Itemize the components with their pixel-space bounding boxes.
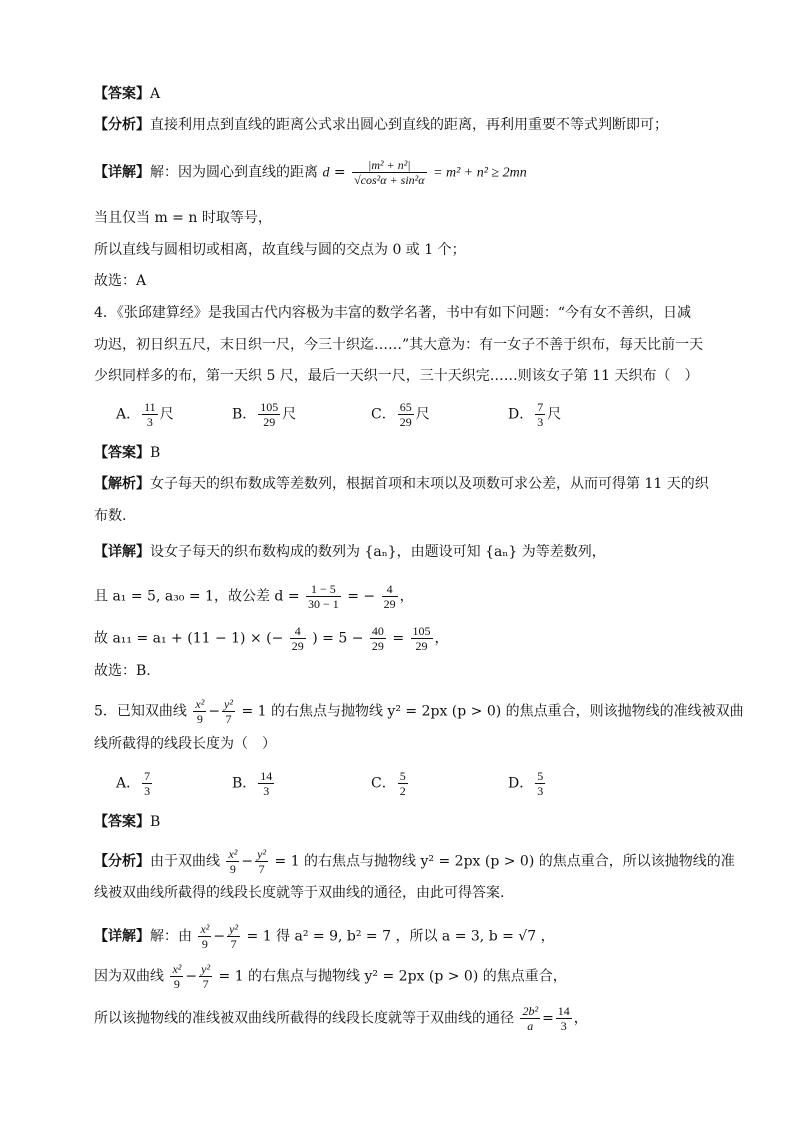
option-fraction [258,400,280,429]
punctuation: ， [434,630,449,647]
denominator: 3 [263,784,270,798]
numerator: y² [201,962,211,976]
numerator: x² [195,697,205,711]
denominator: 29 [263,415,276,429]
q4-option-b [232,400,296,429]
numerator: 5 [399,769,406,783]
q5-option-a [116,769,154,798]
denominator: 29 [415,639,428,653]
answer-tag: 【答案】 [94,445,150,461]
numerator: x² [172,962,182,976]
denominator: 3 [537,415,544,429]
fraction-105-29 [411,624,433,653]
numerator: y² [257,847,267,861]
unit: 尺 [547,406,562,423]
stem-lead: 5．已知双曲线 [94,703,187,720]
option-label: A． [116,406,141,423]
q4-analysis-line-1 [94,474,709,494]
q5-detail-line-1 [94,922,555,951]
q5-analysis-line-2: 线被双曲线所截得的线段长度就等于双曲线的通径，由此可得答案. [94,885,505,901]
numerator: 4 [382,582,398,597]
answer-tag: 【答案】 [94,814,150,830]
denominator: 29 [291,639,304,653]
option-fraction [398,400,414,429]
option-label: D． [508,406,534,423]
hyperbola-x-term [198,922,211,951]
option-label: C． [371,406,396,423]
numerator: 14 [557,1004,570,1018]
denominator: 29 [383,597,396,611]
option-label: A． [116,775,141,792]
q4-analysis-line-2: 布数. [94,508,127,524]
numerator: 2b² [522,1004,539,1018]
answer-line-1 [94,84,160,104]
q5-analysis-line-1 [94,847,735,876]
equals: = [542,1010,554,1027]
q4-option-c [371,400,430,429]
denominator: 29 [371,639,384,653]
denominator: 7 [225,712,232,726]
choice-line-1: 故选：A [94,273,147,289]
q4-option-a [116,400,174,429]
denominator: 9 [173,977,180,991]
fraction-numerator: |m² + n²| [352,158,426,173]
q4-detail-line-2 [94,582,414,611]
q5-stem-line-2: 线所截得的线段长度为（ ） [94,736,276,752]
minus-sign: − [208,703,221,720]
numerator: 5 [537,769,544,783]
analysis-tag: 【解析】 [94,476,150,492]
q5-detail-line-3 [94,1004,588,1033]
denominator: 9 [229,862,236,876]
q4-detail-line-3 [94,624,449,653]
hyperbola-x-term [170,962,183,991]
q4-detail-line-1 [94,542,606,562]
numerator: 105 [260,400,279,414]
numerator: x² [200,922,210,936]
option-label: D． [508,775,534,792]
analysis-text: 直接利用点到直线的距离公式求出圆心到直线的距离，再利用重要不等式判断即可； [150,117,668,133]
denominator: 3 [560,1019,567,1033]
numerator: 14 [260,769,273,783]
q4-option-d [508,400,561,429]
equals: = [392,630,405,647]
hyperbola-x-term [193,697,206,726]
denominator: a [527,1019,534,1033]
option-fraction [535,400,545,429]
answer-tag: 【答案】 [94,86,150,102]
distance-fraction [352,158,426,187]
difference-result-fraction [382,582,398,611]
detail-rest: = 1 的右焦点与抛物线 y² = 2px (p > 0) 的焦点重合， [218,968,567,985]
hyperbola-x-term [226,847,239,876]
minus-sign: − [241,853,254,870]
denominator: 7 [258,862,265,876]
option-label: B． [232,775,257,792]
analysis-line-1 [94,115,668,135]
option-fraction [142,400,158,429]
denominator: 9 [201,937,208,951]
answer-value: A [150,86,161,102]
formula-tail: = m² + n² ≥ 2mn [433,165,527,181]
numerator: y² [229,922,239,936]
numerator: 65 [399,400,412,414]
q5-answer-line [94,812,160,832]
analysis-text: 女子每天的织布数成等差数列，根据首项和末项以及项数可求公差，从而可得第 11 天的织 [150,476,709,492]
denominator: 3 [537,784,544,798]
detail-tag: 【详解】 [94,928,150,945]
q4-stem-line-2: 功迟，初日织五尺，末日织一尺，今三十织迄……”其大意为：有一女子不善于织布，每天比前一天 [94,337,704,353]
q5-detail-line-2 [94,962,567,991]
detail-tag: 【详解】 [94,164,150,181]
difference-fraction [306,582,341,611]
denominator: 7 [230,937,237,951]
fraction-denominator: √cos²α + sin²α [354,173,425,187]
punctuation: ， [399,588,414,605]
numerator: 1 − 5 [306,582,341,597]
denominator: 3 [144,784,151,798]
answer-value: B [150,814,161,830]
equals-minus: = − [347,588,376,605]
result-fraction [556,1004,572,1033]
condition-line: 当且仅当 m = n 时取等号， [94,210,272,226]
denominator: 30 − 1 [308,597,339,611]
fraction-4-29 [290,624,306,653]
numerator: 7 [537,400,544,414]
a11-mid: ) = 5 − [312,630,364,647]
option-fraction [398,769,408,798]
q5-option-d [508,769,547,798]
q5-option-c [371,769,410,798]
denominator: 3 [146,415,153,429]
numerator: 105 [412,624,431,638]
detail-text: 设女子每天的织布数构成的数列为 {aₙ}，由题设可知 {aₙ} 为等差数列， [150,544,606,560]
option-label: C． [371,775,396,792]
detail-line-1: 【详解】解：因为圆心到直线的距离 d = $\frac{\text{|m² + n²|}}{\text{√cos²α + sin²α}}$ = m² + n² ≥ 2mn [94,158,527,187]
option-label: B． [232,406,257,423]
denominator: 9 [196,712,203,726]
fraction-40-29 [370,624,386,653]
detail-text: 所以该抛物线的准线被双曲线所截得的线段长度就等于双曲线的通径 [94,1010,514,1027]
common-difference-lead: 且 a₁ = 5, a₃₀ = 1，故公差 d = [94,588,300,605]
q5-stem-line-1 [94,697,744,726]
hyperbola-y-term [227,922,240,951]
answer-value: B [150,445,161,461]
detail-lead: 因为双曲线 [94,968,164,985]
detail-tag: 【详解】 [94,544,150,560]
a11-lead: 故 a₁₁ = a₁ + (11 − 1) × (− [94,630,284,647]
option-fraction [535,769,545,798]
analysis-rest: = 1 的右焦点与抛物线 y² = 2px (p > 0) 的焦点重合，所以该抛物线的准 [274,853,735,870]
hyperbola-y-term [222,697,235,726]
punctuation: ， [573,1010,588,1027]
q4-choose-line: 故选：B. [94,663,151,679]
option-fraction [142,769,152,798]
q4-stem-line-1: 4．《张邱建算经》是我国古代内容极为丰富的数学名著，书中有如下问题：“今有女不善织，日减 [94,305,692,321]
analysis-tag: 【分析】 [94,853,150,870]
denominator: 29 [399,415,412,429]
detail-lead: 解：由 [150,928,192,945]
q5-option-b [232,769,276,798]
q4-answer-line [94,443,160,463]
denominator: 2 [399,784,406,798]
numerator: 40 [371,624,384,638]
analysis-tag: 【分析】 [94,117,150,133]
unit: 尺 [159,406,174,423]
denominator: 7 [202,977,209,991]
detail-lead: 解：因为圆心到直线的距离 [150,164,318,181]
numerator: 7 [144,769,151,783]
unit: 尺 [282,406,297,423]
unit: 尺 [415,406,430,423]
minus-sign: − [213,928,226,945]
q4-stem-line-3: 少织同样多的布，第一天织 5 尺，最后一天织一尺，三十天织完……则该女子第 11 天织布（ ） [94,368,699,384]
numerator: 11 [144,400,156,414]
hyperbola-y-term [199,962,212,991]
hyperbola-y-term [255,847,268,876]
conclusion-line: 所以直线与圆相切或相离，故直线与圆的交点为 0 或 1 个； [94,242,466,258]
minus-sign: − [185,968,198,985]
detail-rest: = 1 得 a² = 9, b² = 7 ，所以 a = 3, b = √7 ， [246,928,555,945]
stem-rest: = 1 的右焦点与抛物线 y² = 2px (p > 0) 的焦点重合，则该抛物线的准线被双曲 [241,703,744,720]
numerator: x² [228,847,238,861]
latus-rectum-fraction [520,1004,540,1033]
numerator: y² [224,697,233,711]
numerator: 4 [290,624,306,639]
analysis-lead: 由于双曲线 [150,853,220,870]
option-fraction [258,769,274,798]
